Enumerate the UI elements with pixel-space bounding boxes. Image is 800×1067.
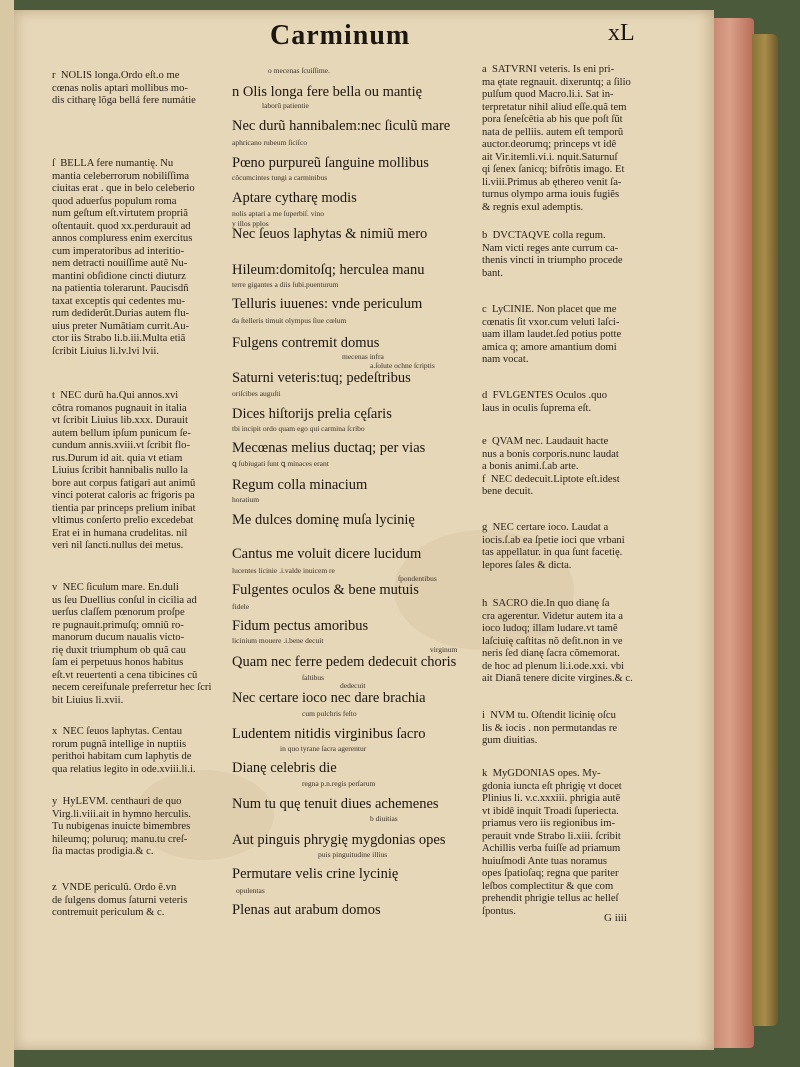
poem-line: Pœno purpureũ ſanguine mollibus [232, 155, 429, 171]
poem-line: Nec durũ hannibalem:nec ſiculũ mare [232, 118, 451, 134]
poem-line: Hileum:domitoſq; herculea manu [232, 262, 425, 278]
interlinear-gloss: a.ſolute ochne ſcriptis [370, 361, 435, 370]
interlinear-gloss: da ſtelleris timuit olympus ſiue cœlum [232, 316, 347, 325]
commentary-note: a SATVRNI veteris. Is eni pri- ma ętate regnauit. dixeruntq; a ſilio pulſum quod Macro.li.i. Sat in- terpretatur nihil aliud eſſe.quã tem pora ſeneſcêtia ab his que poſt ſũt nata de pelliis. autem eſt temporũ auctor.deorumq; princeps vt idê ait Vir.itemli.vi.i. nquit.Saturnuſ qi ſenex ſanicq; bifrõtis imago. Et li.viii.Primus ab ęthereo venit ſa- turnus olympo arma iouis fugiẽs & regnis exul ademptis. [482, 64, 631, 213]
commentary-note: k MyGDONIAS opes. My- gdonia iuncta eſt phrigię vt docet Plinius li. v.c.xxxiii. phrigia autẽ vt ibidê inquit Troadi ſuperiecta. priamus vero iis regionibus im- perauit vnde Strabo li.xiii. ſcribit Achillis verba fuiſſe ad priamum huiuſmodi Ante tuas noramus opes ſpatioſaq; regna que pariter leſbos complectitur & que com prehendit phrigie tellus ac helleſ ſpontus. [482, 768, 622, 917]
poem-line: Fulgens contremit domus [232, 335, 380, 351]
poem-line: Fidum pectus amoribus [232, 618, 369, 634]
interlinear-gloss: b diuitias [370, 814, 398, 823]
interlinear-gloss: opulentas [236, 886, 265, 895]
interlinear-gloss: aphricano rubeum ſiciſco [232, 138, 307, 147]
poem-line: Telluris iuuenes: vnde periculum [232, 296, 423, 312]
commentary-note: x NEC ſeuos laphytas. Centau rorum pugnã intellige in nuptiis perithoi habitam cum laphytis de qua relatius legito in ode.xviii.li.i. [52, 726, 196, 775]
interlinear-gloss: ſpondentibus [398, 574, 437, 583]
interlinear-gloss: ſaltibus [302, 673, 325, 682]
commentary-note: h SACRO die.In quo dianę ſa cra agerentur. Videtur autem ita a ioco ludoq; illam ludare.vt tamẽ laſciuię caſtitas nõ deſit.non in ve neris ſed dianę ſacra cõmemorat. de hoc ad plenum li.i.ode.xxi. vbi ait Dianã tenere dicite virgines.& c. [482, 598, 633, 684]
poem-line: Mecœnas melius ductaq; per vias [232, 440, 426, 456]
poem-line: Cantus me voluit dicere lucidum [232, 546, 422, 562]
poem-line: Permutare velis crine lycinię [232, 866, 399, 882]
commentary-note: g NEC certare ioco. Laudat a iocis.ſ.ab ea ſpetie ioci que vrbani tas appellatur. in qua ſunt facetię. lepores ſales & dicta. [482, 522, 625, 571]
signature-mark: G iiii [604, 912, 627, 924]
poem-line: Regum colla minacium [232, 477, 368, 493]
interlinear-gloss: cum pulchris feſto [302, 709, 357, 718]
interlinear-gloss: ꝗ ſubiugati ſunt ꝗ minaces erant [232, 459, 329, 468]
poem-line: Plenas aut arabum domos [232, 902, 381, 918]
poem-line: Dices hiſtorijs prelia cęſaris [232, 406, 392, 422]
interlinear-gloss: oriſcibes auguſti [232, 389, 281, 398]
interlinear-gloss: o mecenas ſcuiſſime. [268, 66, 330, 75]
folio-number: xL [608, 20, 635, 46]
commentary-note: e QVAM nec. Laudauit hacte nus a bonis corporis.nunc laudat a bonis animi.ſ.ab arte. f NEC dedecuit.Liptote eſt.idest bene decuit. [482, 436, 620, 497]
interlinear-gloss: licinium mouere .i.bene decuit [232, 636, 324, 645]
poem-line: Me dulces dominę muſa lycinię [232, 512, 415, 528]
interlinear-gloss: terre gigantes a diis ſubi.puenturum [232, 280, 339, 289]
interlinear-gloss: y illos pplos [232, 219, 269, 228]
poem-line: Num tu quę tenuit diues achemenes [232, 796, 439, 812]
commentary-note: d FVLGENTES Oculos .quo laus in oculis ſuprema eſt. [482, 390, 608, 414]
poem-line: Ludentem nitidis virginibus ſacro [232, 726, 426, 742]
poem-line: n Olis longa fere bella ou mantię [232, 84, 423, 100]
interlinear-gloss: puis pinguitudine illius [318, 850, 388, 859]
poem-line: Dianę celebris die [232, 760, 337, 776]
adjacent-page-edge [0, 0, 14, 1067]
poem-line: Quam nec ferre pedem dedecuit choris [232, 654, 457, 670]
interlinear-gloss: fidele [232, 602, 250, 611]
interlinear-gloss: dedecuit [340, 681, 366, 690]
interlinear-gloss: in quo tyrane ſacra agerentur [280, 744, 367, 753]
poem-line: Fulgentes oculos & bene mutuis [232, 582, 419, 598]
poem-line: Nec ſeuos laphytas & nimiũ mero [232, 226, 428, 242]
interlinear-gloss: regna p.n.regis perſarum [302, 779, 376, 788]
interlinear-gloss: mecenas infra [342, 352, 384, 361]
commentary-note: r NOLIS longa.Ordo eſt.o me cœnas nolis aptari mollibus mo- dis citharę lõga bellá fere numátie [52, 70, 196, 106]
interlinear-gloss: tbi incipit ordo quam ego qui carmina ſcribo [232, 424, 365, 433]
commentary-note: i NVM tu. Oſtendit licinię oſcu lis & iocis . non permutandas re gum diuitias. [482, 710, 618, 746]
interlinear-gloss: cõcumcintes tungi a carminibus [232, 173, 328, 182]
book-cover-edge [752, 34, 778, 1026]
poem-line: Nec certare ioco nec dare brachia [232, 690, 426, 706]
commentary-note: y HyLEVM. centhauri de quo Virg.li.viii.ait in hymno herculis. Tu nubigenas inuicte bimembres hileumq; poluruq; manu.tu creſ- ſia mactas prodigia.& c. [52, 796, 191, 857]
interlinear-gloss: horatium [232, 495, 260, 504]
poem-line: Aut pinguis phrygię mygdonias opes [232, 832, 446, 848]
commentary-note: v NEC ſiculum mare. En.duli us ſeu Duellius conſul in cicilia ad uerſus claſſem pœnorum proſpe re pugnauit.primuſq; omniũ ro- manorum ducum naualis victo- rię duxit triumphum ob quã cau ſam ei perpetuus honos habitus eſt.vt reuertenti a cena tibicines cũ necem cereifunale preferretur hec ſcri bit Liuius li.xvii. [52, 582, 212, 706]
poem-line: Saturni veteris:tuq; pedeſtribus [232, 370, 411, 386]
interlinear-gloss: nolis aptari a me ſuperbiſ. vino [232, 209, 325, 218]
page-edge-red [714, 18, 754, 1048]
commentary-note: z VNDE periculũ. Ordo ẽ.vn de ſulgens domus ſaturni veteris contremuit periculum & c. [52, 882, 188, 918]
commentary-note: b DVCTAQVE colla regum. Nam victi reges ante currum ca- thenis vincti in triumpho procede bant. [482, 230, 623, 279]
commentary-note: c LyCINIE. Non placet que me cœnatis ſit vxor.cum veluti laſci- uam illam laudet.ſed potius potte amica q; amore amantium domi nam vocat. [482, 304, 622, 365]
commentary-note: t NEC durũ ha.Qui annos.xvi cõtra romanos pugnauit in italia vt ſcribit Liuius lib.xxx. Durauit autem bellum ipſum punicum ſe- cundum annis.xviii.vt ſcribit flo- rus.Durum id ait. quia vt etiam Liuius ſcribit hannibalis nullo la bore aut corpus fatigari aut animũ vinci poterat caloris ac frigoris pa tientia par princeps prelium inibat vltimus conſerto prelio excedebat Erat ei in humana crudelitas. nil veri nil ſancti.nullus dei metus. [52, 390, 196, 551]
poem-line: Aptare cytharę modis [232, 190, 357, 206]
interlinear-gloss: virginum [430, 645, 458, 654]
running-head: Carminum [270, 20, 411, 51]
interlinear-gloss: lucentes licinie .i.valde inuicem re [232, 566, 335, 575]
commentary-note: ſ BELLA fere numantię. Nu mantia celeberrorum nobiliſſima ciuitas erat . que in belo celeberio quod aduerſus populum roma num geſtum eſt.virtutem propriã oſtentauit. quod xx.perdurauit ad annos compluress enim exercitus cum imperatoribus ad interitio- nem detracti nouiſſime autẽ Nu- mantini obſidione cincti diuturz na patientia tolerarunt. Paucisdñ taxat exceptis qui cedentes mu- rum dediderũt.Durias autem flu- uius preter Numãtiam currit.Au- ctor iis Strabo li.b.iii.Multa etiã ſcribit Liuius li.lv.lvi lvii. [52, 158, 195, 357]
interlinear-gloss: laborũ patientie [262, 101, 309, 110]
